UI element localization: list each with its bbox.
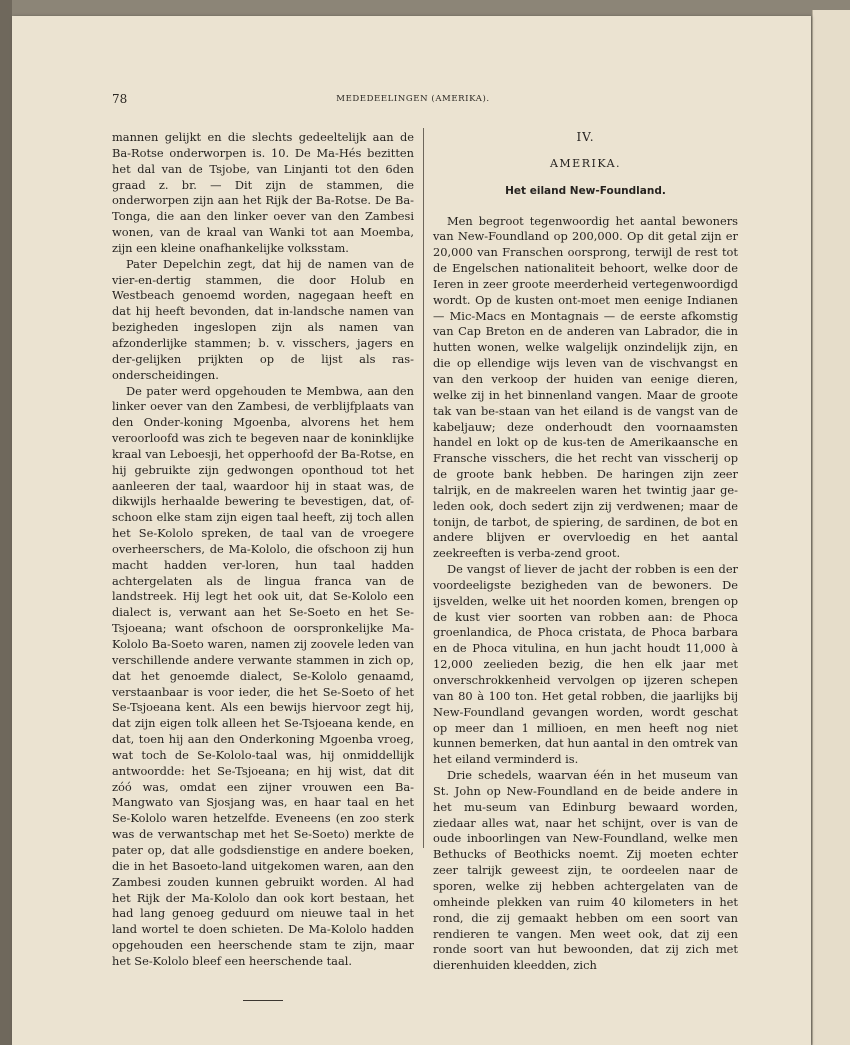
left-column (112, 130, 414, 1001)
article-title: Het eiland New-Foundland. (505, 184, 666, 197)
right-column (433, 130, 738, 974)
adjacent-page-edge (812, 10, 850, 1045)
page-header (112, 92, 714, 116)
article-body (433, 214, 738, 975)
left-paragraph-2: Pater Depelchin zegt, dat hij de namen van de vier-en-dertig stammen, die door Holub en Westbeach genoemd worden, nagegaan heeft en dat hij heeft bevonden, dat in-landsche namen van bezigheden ingeslopen zijn als namen van afzonderlijke stammen; b. v. visschers, jagers en der-gelijken prijkten op de lijst als ras-onderscheidingen. (112, 256, 414, 382)
page-number: 78 (112, 92, 128, 106)
right-paragraph-2: De vangst of liever de jacht der robben is een der voordeeligste bezigheden van de bewoners. De ijsvelden, welke uit het noorden komen, brengen op de kust vier soorten van robben aan: de Phoca groenlandica, de Phoca cristata, de Phoca barbara en de Phoca vitulina, en hun jacht houdt 11,000 à 12,000 zeelieden bezig, die hen elk jaar met onverschrokkenheid vervolgen op ijzeren schepen van 80 à 100 ton. Het getal robben, die jaarlijks bij New-Foundland gevangen worden, wordt geschat op meer dan 1 millioen, en men heeft nog niet kunnen bemerken, dat hun aantal in den omtrek van het eiland verminderd is. (433, 562, 738, 767)
right-paragraph-3: Drie schedels, waarvan één in het museum van St. John op New-Foundland en de beide andere in het mu-seum van Edinburg bewaard worden, ziedaar alles wat, naar het schijnt, over is van de oude inboorlingen van New-Foundland, welke men Bethucks of Beothicks noemt. Zij moeten echter zeer talrijk geweest zijn, te oordeelen naar de sporen, welke zij hebben achtergelaten van de omheinde plekken van ruim 40 kilometers in het rond, die zij gemaakt hebben om een soort van rendieren te vangen. Men weet ook, dat zij een ronde soort van hut bewoonden, dat zij zich met dierenhuiden kleedden, zich (433, 768, 738, 973)
section-title: AMERIKA. (549, 156, 622, 170)
scan-shadow (0, 0, 12, 1045)
running-head: MEDEDEELINGEN (AMERIKA). (336, 94, 490, 104)
column-divider (423, 128, 424, 848)
left-paragraph-1: mannen gelijkt en die slechts gedeeltelijk aan de Ba-Rotse onderworpen is. 10. De Ma-Hés bezitten het dal van de Tsjobe, van Linjanti tot den 6den graad z. br. — Dit zijn de stammen, die onderworpen zijn aan het Rijk der Ba-Rotse. De Ba-Tonga, die aan den linker oever van den Zambesi wonen, van de kraal van Wanki tot aan Moemba, zijn een kleine onafhankelijke volksstam. (112, 130, 414, 255)
section-number: IV. (576, 130, 595, 144)
right-paragraph-1: Men begroot tegenwoordig het aantal bewoners van New-Foundland op 200,000. Op dit getal zijn er 20,000 van Franschen oorsprong, terwijl de rest tot de Engelschen nationaliteit behoort, welke door de Ieren in zeer groote meerderheid vertegenwoordigd wordt. Op de kusten ont-moet men eenige Indianen — Mic-Macs en Montagnais — de eerste afkomstig van Cap Breton en de anderen van Labrador, die in hutten wonen, welke walgelijk onzindelijk zijn, en die op ellendige wijs leven van de vischvangst en van den verkoop der huiden van eenige dieren, welke zij in het binnenland vangen. Maar de groote tak van be-staan van het eiland is de vangst van de kabeljauw; deze onderhoudt den voornaamsten handel en lokt op de kus-ten de Amerikaansche en Fransche visschers, die het recht van visscherij op de groote bank hebben. De haringen zijn zeer talrijk, en de makreelen waren het twintig jaar ge-leden ook, doch sedert zijn zij verdwenen; maar de tonijn, de tarbot, de spiering, de sardinen, de bot en andere blijven er overvloedig en het aantal zeekreeften is verba-zend groot. (433, 213, 738, 561)
end-rule (243, 1000, 283, 1001)
left-paragraph-3: De pater werd opgehouden te Membwa, aan den linker oever van den Zambesi, de verblijfplaats van den Onder-koning Mgoenba, alvorens het hem veroorloofd was zich te begeven naar de koninklijke kraal van Leboesji, het opperhoofd der Ba-Rotse, en hij gebruikte zijn gedwongen oponthoud tot het aanleeren der taal, waardoor hij in staat was, de dikwijls herhaalde bewering te bevestigen, dat, of-schoon elke stam zijn eigen taal heeft, zij toch allen het Se-Kololo spreken, de taal van de vroegere overheerschers, de Ma-Kololo, die ofschoon zij hun macht hadden ver-loren, hun taal hadden achtergelaten als de lingua franca van de landstreek. Hij legt het ook uit, dat Se-Kololo een dialect is, verwant aan het Se-Soeto en het Se-Tsjoeana; want ofschoon de oorspronkelijke Ma-Kololo Ba-Soeto waren, namen zij zoovele leden van verschillende andere verwante stammen in zich op, dat het genoemde dialect, Se-Kololo genaamd, verstaanbaar is voor ieder, die het Se-Soeto of het Se-Tsjoeana kent. Als een bewijs hiervoor zegt hij, dat zijn eigen tolk alleen het Se-Tsjoeana kende, en dat, toen hij aan den Onderkoning Mgoenba vroeg, wat toch de Se-Kololo-taal was, hij onmiddellijk antwoordde: het Se-Tsjoeana; en hij wist, dat dit zóó was, omdat een zijner vrouwen een Ba-Mangwato van Sjosjang was, en haar taal en het Se-Kololo waren hetzelfde. Eveneens (en zoo sterk was de verwantschap met het Se-Soeto) merkte de pater op, dat alle godsdienstige en andere boeken, die in het Basoeto-land uitgekomen waren, aan den Zambesi zouden kunnen gebruikt worden. Al had het Rijk der Ma-Kololo dan ook kort bestaan, het had lang genoeg geduurd om nieuwe taal in het land wortel te doen schieten. De Ma-Kololo hadden opgehouden een heerschende stam te zijn, maar het Se-Kololo bleef een heerschende taal. (112, 383, 414, 968)
